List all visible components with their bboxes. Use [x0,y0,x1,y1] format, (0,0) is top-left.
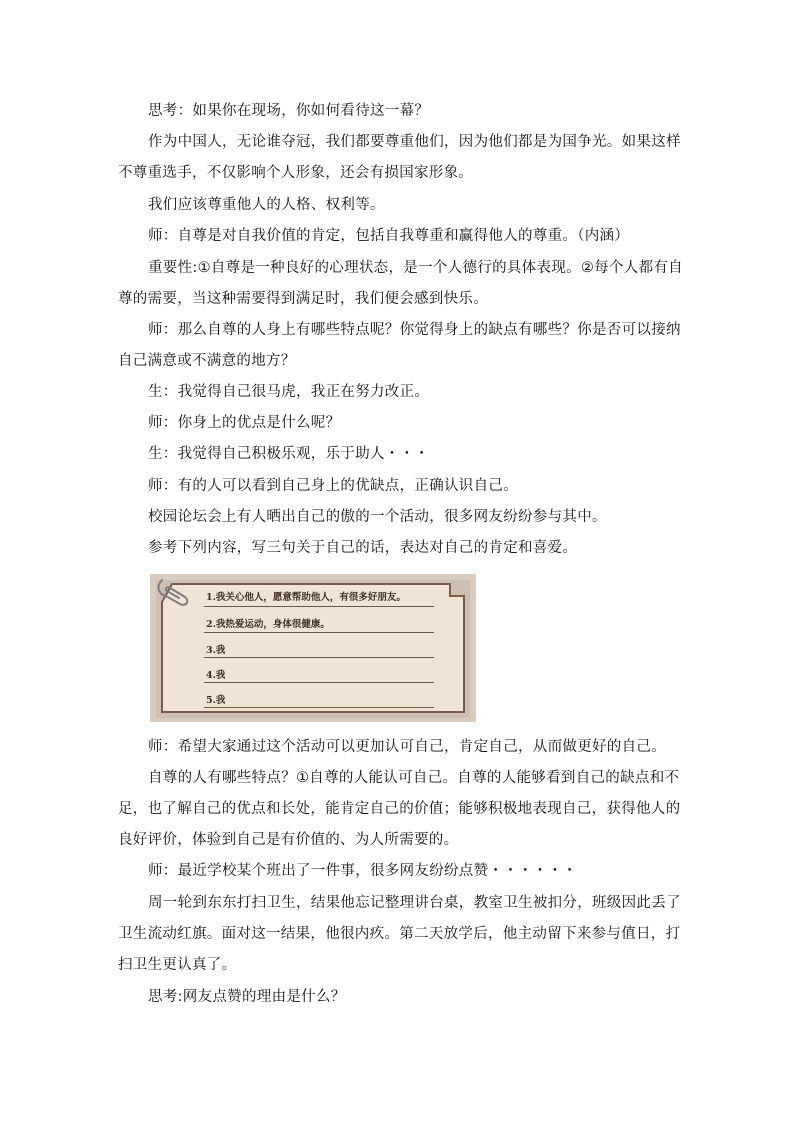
card-rule [204,606,434,607]
paragraph-line: 师：自尊是对自我价值的肯定，包括自我尊重和赢得他人的尊重。（内涵） [148,228,630,244]
paragraph-line: 重要性:①自尊是一种良好的心理状态，是一个人德行的具体表现。②每个人都有自 [148,260,683,276]
card-rule [204,682,434,683]
paragraph-line: 尊的需要，当这种需要得到满足时，我们便会感到快乐。 [118,291,488,307]
paragraph-line: 参考下列内容，写三句关于自己的话，表达对自己的肯定和喜爱。 [148,540,578,556]
card-line-4: 4.我 [206,670,226,681]
paragraph-line: 作为中国人，无论谁夺冠，我们都要尊重他们，因为他们都是为国争光。如果这样 [148,134,681,150]
paragraph-line: 师：你身上的优点是什么呢？ [148,415,341,431]
paragraph-line: 卫生流动红旗。面对这一结果，他很内疚。第二天放学后，他主动留下来参与值日，打 [118,926,681,942]
paragraph-line: 周一轮到东东打扫卫生，结果他忘记整理讲台桌，教室卫生被扣分，班级因此丢了 [148,895,681,911]
card-line-5: 5.我 [206,695,226,706]
paragraph-line: 师：希望大家通过这个活动可以更加认可自己，肯定自己，从而做更好的自己。 [148,739,666,755]
paragraph-line: 师：最近学校某个班出了一件事，很多网友纷纷点赞・・・・・・ [148,863,578,879]
paragraph-line: 不尊重选手，不仅影响个人形象，还会有损国家形象。 [118,165,474,181]
paragraph-line: 师：那么自尊的人身上有哪些特点呢？你觉得身上的缺点有哪些？你是否可以接纳 [148,322,681,338]
card-line-3: 3.我 [206,645,226,656]
paragraph-line: 自尊的人有哪些特点？①自尊的人能认可自己。自尊的人能够看到自己的缺点和不 [148,770,680,786]
card-rule [204,707,434,708]
paragraph-line: 校园论坛会上有人晒出自己的傲的一个活动，很多网友纷纷参与其中。 [148,509,607,525]
card-line-2: 2.我热爱运动，身体很健康。 [206,619,330,630]
paragraph-line: 足，也了解自己的优点和长处，能肯定自己的价值；能够积极地表现自己，获得他人的 [118,801,681,817]
paragraph-line: 生：我觉得自己积极乐观，乐于助人・・・ [148,446,430,462]
paragraph-line: 我们应该尊重他人的人格、权利等。 [148,197,385,213]
card-rule [204,632,434,633]
card-line-1: 1.我关心他人，愿意帮助他人，有很多好朋友。 [206,592,406,603]
paragraph-line: 自己满意或不满意的地方？ [118,353,296,369]
paragraph-line: 生：我觉得自己很马虎，我正在努力改正。 [148,384,430,400]
paragraph-line: 思考:网友点赞的理由是什么？ [148,989,346,1005]
note-card [150,574,476,722]
paragraph-line: 师：有的人可以看到自己身上的优缺点，正确认识自己。 [148,478,518,494]
paragraph-line: 思考：如果你在现场，你如何看待这一幕？ [148,103,430,119]
paragraph-line: 扫卫生更认真了。 [118,957,237,973]
paragraph-line: 良好评价，体验到自己是有价值的、为人所需要的。 [118,832,459,848]
card-rule [204,657,434,658]
